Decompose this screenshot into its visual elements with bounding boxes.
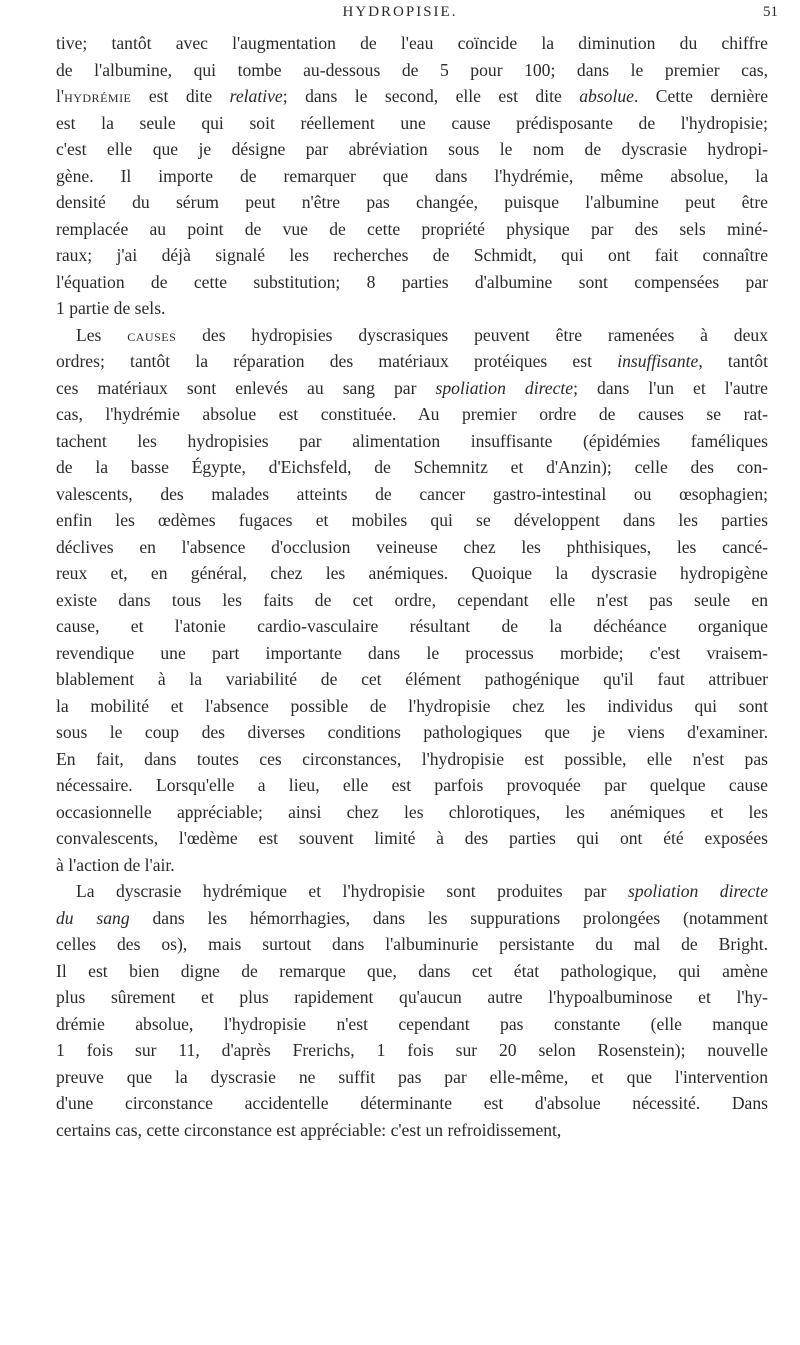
- text-run: sous le coup des diverses conditions pathologiques que je viens d'examiner.: [56, 722, 768, 742]
- text-line: [56, 375, 768, 402]
- text-line: [56, 560, 768, 587]
- text-run: blablement à la variabilité de cet élément pathogénique qu'il faut attribuer: [56, 669, 768, 689]
- text-run: drémie absolue, l'hydropisie n'est cependant pas constante (elle manque: [56, 1013, 768, 1034]
- text-line: [56, 216, 768, 243]
- italic-text: du sang: [56, 907, 130, 928]
- text-run: cause, et l'atonie cardio-vasculaire résultant de la déchéance organique: [56, 616, 768, 636]
- text-run: Il est bien digne de remarque que, dans cet état pathologique, qui amène: [56, 960, 768, 981]
- text-line: [56, 348, 768, 375]
- text-line: [56, 57, 768, 84]
- text-line: [56, 825, 768, 852]
- text-run: est la seule qui soit réellement une cause prédisposante de l'hydropisie;: [56, 112, 768, 133]
- text-run: de la basse Égypte, d'Eichsfeld, de Schemnitz et d'Anzin); celle des con-: [56, 457, 768, 477]
- text-run: 1 partie de sels.: [56, 298, 166, 318]
- text-line: [56, 401, 768, 428]
- text-run: tive; tantôt avec l'augmentation de l'eau coïncide la diminution du chiffre: [56, 33, 768, 53]
- text-run: preuve que la dyscrasie ne suffit pas par elle-même, et que l'intervention: [56, 1066, 768, 1087]
- text-line: [56, 454, 768, 481]
- text-line: [56, 746, 768, 773]
- text-run: ordres; tantôt la réparation des matériaux protéiques est: [56, 351, 618, 371]
- text-line: [56, 507, 768, 534]
- text-run: d'une circonstance accidentelle déterminante est d'absolue nécessité. Dans: [56, 1093, 768, 1113]
- text-line: [56, 269, 768, 296]
- text-run: des hydropisies dyscrasiques peuvent être ramenées à deux: [176, 324, 768, 345]
- text-run: densité du sérum peut n'être pas changée, puisque l'albumine peut être: [56, 192, 768, 212]
- text-line: [56, 984, 768, 1011]
- text-line: [56, 852, 768, 879]
- text-run: La dyscrasie hydrémique et l'hydropisie sont produites par: [76, 881, 628, 901]
- text-run: celles des os), mais surtout dans l'albuminurie persistante du mal de Bright.: [56, 934, 768, 954]
- text-run: enfin les œdèmes fugaces et mobiles qui se développent dans les parties: [56, 510, 768, 530]
- text-run: En fait, dans toutes ces circonstances, l'hydropisie est possible, elle n'est pas: [56, 748, 768, 769]
- text-run: à l'action de l'air.: [56, 854, 175, 875]
- text-run: convalescents, l'œdème est souvent limité à des parties qui ont été exposées: [56, 828, 768, 848]
- text-line: [56, 878, 768, 905]
- text-run: existe dans tous les faits de cet ordre, cependant elle n'est pas seule en: [56, 589, 768, 610]
- text-line: [56, 189, 768, 216]
- text-run: est dite: [131, 86, 230, 106]
- text-run: revendique une part importante dans le processus morbide; c'est vraisem-: [56, 642, 768, 663]
- italic-text: absolue: [579, 86, 634, 106]
- text-line: [56, 613, 768, 640]
- text-line: [56, 666, 768, 693]
- text-line: [56, 322, 768, 349]
- text-run: dans les hémorrhagies, dans les suppurations prolongées (notamment: [129, 907, 768, 928]
- text-run: de l'albumine, qui tombe au-dessous de 5 pour 100; dans le premier cas,: [56, 59, 768, 80]
- text-run: Les: [76, 324, 128, 345]
- page-number: 51: [763, 4, 778, 20]
- text-line: [56, 83, 768, 110]
- text-run: , tantôt: [698, 351, 768, 371]
- text-run: valescents, des malades atteints de cancer gastro-intestinal ou œsophagien;: [56, 483, 768, 504]
- text-run: nécessaire. Lorsqu'elle a lieu, elle est parfois provoquée par quelque cause: [56, 775, 768, 795]
- running-head: [0, 4, 800, 26]
- text-run: cas, l'hydrémie absolue est constituée. Au premier ordre de causes se rat-: [56, 404, 768, 424]
- text-run: certains cas, cette circonstance est appréciable: c'est un refroidissement,: [56, 1119, 562, 1140]
- text-line: [56, 110, 768, 137]
- small-caps-text: causes: [127, 324, 177, 345]
- text-line: [56, 1064, 768, 1091]
- text-line: [56, 428, 768, 455]
- text-run: remplacée au point de vue de cette propriété physique par des sels miné-: [56, 218, 768, 239]
- text-run: déclives en l'absence d'occlusion veineuse chez les phthisiques, les cancé-: [56, 536, 768, 557]
- text-line: [56, 958, 768, 985]
- text-line: [56, 719, 768, 746]
- text-line: [56, 1117, 768, 1144]
- text-run: la mobilité et l'absence possible de l'hydropisie chez les individus qui sont: [56, 695, 768, 716]
- text-run: l': [56, 86, 65, 106]
- text-line: [56, 640, 768, 667]
- running-title: HYDROPISIE.: [342, 4, 458, 20]
- text-run: ; dans le second, elle est dite: [282, 86, 580, 106]
- text-line: [56, 693, 768, 720]
- text-line: [56, 30, 768, 57]
- italic-text: spoliation directe: [627, 881, 768, 901]
- text-line: [56, 136, 768, 163]
- italic-text: relative: [229, 86, 283, 106]
- text-line: [56, 163, 768, 190]
- text-line: [56, 799, 768, 826]
- text-run: occasionnelle appréciable; ainsi chez les chlorotiques, les anémiques et les: [56, 801, 768, 822]
- text-run: ; dans l'un et l'autre: [573, 377, 768, 398]
- text-line: [56, 1037, 768, 1064]
- body-text: [56, 30, 768, 1143]
- italic-text: insuffisante: [617, 351, 699, 371]
- text-line: [56, 534, 768, 561]
- text-run: c'est elle que je désigne par abréviation sous le nom de dyscrasie hydropi-: [56, 139, 768, 159]
- small-caps-text: hydrémie: [64, 86, 132, 106]
- text-line: [56, 481, 768, 508]
- text-line: [56, 905, 768, 932]
- text-run: tachent les hydropisies par alimentation insuffisante (épidémies faméliques: [56, 430, 768, 451]
- text-line: [56, 295, 768, 322]
- italic-text: spoliation directe: [435, 377, 574, 398]
- text-run: l'équation de cette substitution; 8 parties d'albumine sont compensées par: [56, 271, 768, 292]
- text-run: 1 fois sur 11, d'après Frerichs, 1 fois sur 20 selon Rosenstein); nouvelle: [56, 1040, 768, 1060]
- text-line: [56, 772, 768, 799]
- text-line: [56, 931, 768, 958]
- text-run: . Cette dernière: [633, 86, 768, 106]
- text-run: gène. Il importe de remarquer que dans l'hydrémie, même absolue, la: [56, 165, 768, 186]
- text-run: raux; j'ai déjà signalé les recherches de Schmidt, qui ont fait connaître: [56, 245, 768, 265]
- text-line: [56, 1090, 768, 1117]
- text-run: ces matériaux sont enlevés au sang par: [56, 377, 436, 398]
- text-line: [56, 242, 768, 269]
- text-line: [56, 1011, 768, 1038]
- text-line: [56, 587, 768, 614]
- text-run: plus sûrement et plus rapidement qu'aucun autre l'hypoalbuminose et l'hy-: [56, 987, 768, 1007]
- text-run: reux et, en général, chez les anémiques. Quoique la dyscrasie hydropigène: [56, 563, 768, 583]
